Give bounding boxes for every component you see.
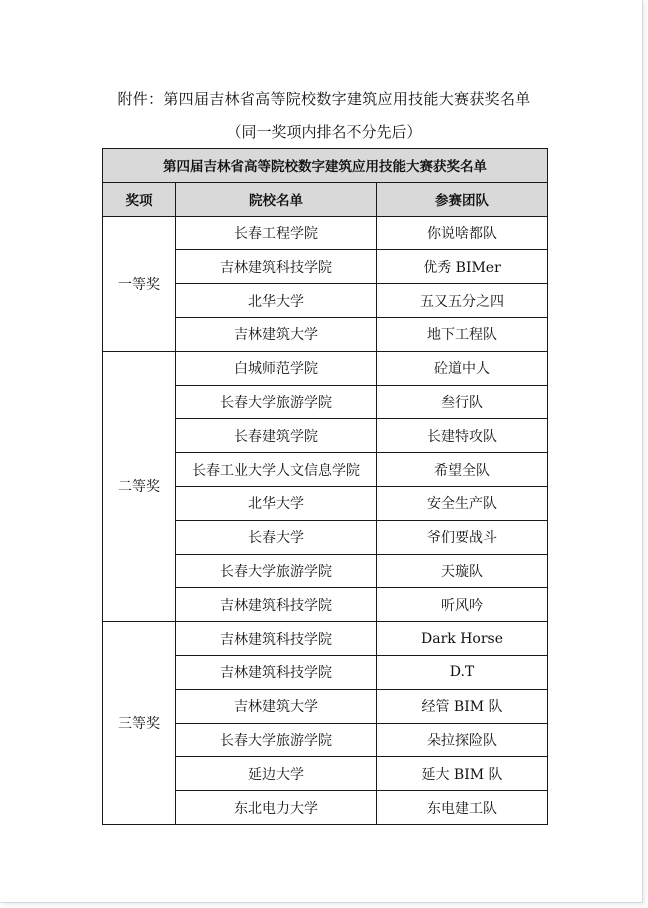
table-row — [103, 351, 548, 385]
header-school: 院校名单 — [176, 182, 377, 216]
table-row — [103, 216, 548, 250]
school-cell: 长春工程学院 — [176, 216, 377, 250]
team-cell: 安全生产队 — [377, 486, 548, 520]
team-cell: 经管 BIM 队 — [377, 689, 548, 723]
table-row — [103, 622, 548, 656]
school-cell: 长春大学旅游学院 — [176, 554, 377, 588]
team-cell: 听风吟 — [377, 588, 548, 622]
header-team: 参赛团队 — [377, 182, 548, 216]
team-cell: 朵拉探险队 — [377, 723, 548, 757]
document-title: 附件：第四届吉林省高等院校数字建筑应用技能大赛获奖名单 — [117, 90, 531, 108]
table-header-row — [103, 182, 548, 216]
school-cell: 长春大学旅游学院 — [176, 723, 377, 757]
school-cell: 延边大学 — [176, 757, 377, 791]
team-cell: 你说啥都队 — [377, 216, 548, 250]
document-subtitle: （同一奖项内排名不分先后） — [226, 123, 422, 141]
team-cell: 长建特攻队 — [377, 419, 548, 453]
school-cell: 吉林建筑科技学院 — [176, 588, 377, 622]
prize-cell: 一等奖 — [103, 216, 176, 351]
award-table — [102, 148, 548, 825]
school-cell: 吉林建筑科技学院 — [176, 655, 377, 689]
school-cell: 长春大学 — [176, 520, 377, 554]
prize-cell: 三等奖 — [103, 622, 176, 825]
team-cell: Dark Horse — [377, 622, 548, 656]
table-caption: 第四届吉林省高等院校数字建筑应用技能大赛获奖名单 — [103, 149, 548, 183]
team-cell: 延大 BIM 队 — [377, 757, 548, 791]
team-cell: 爷们要战斗 — [377, 520, 548, 554]
school-cell: 吉林建筑大学 — [176, 317, 377, 351]
team-cell: 地下工程队 — [377, 317, 548, 351]
team-cell: 优秀 BIMer — [377, 250, 548, 284]
school-cell: 长春工业大学人文信息学院 — [176, 453, 377, 487]
school-cell: 吉林建筑科技学院 — [176, 250, 377, 284]
team-cell: 五又五分之四 — [377, 284, 548, 318]
school-cell: 北华大学 — [176, 486, 377, 520]
team-cell: D.T — [377, 655, 548, 689]
school-cell: 长春大学旅游学院 — [176, 385, 377, 419]
school-cell: 东北电力大学 — [176, 791, 377, 825]
prize-cell: 二等奖 — [103, 351, 176, 621]
team-cell: 希望全队 — [377, 453, 548, 487]
school-cell: 长春建筑学院 — [176, 419, 377, 453]
team-cell: 砼道中人 — [377, 351, 548, 385]
table-caption-row — [103, 149, 548, 183]
school-cell: 北华大学 — [176, 284, 377, 318]
team-cell: 东电建工队 — [377, 791, 548, 825]
school-cell: 白城师范学院 — [176, 351, 377, 385]
school-cell: 吉林建筑大学 — [176, 689, 377, 723]
team-cell: 叁行队 — [377, 385, 548, 419]
header-prize: 奖项 — [103, 182, 176, 216]
team-cell: 天璇队 — [377, 554, 548, 588]
school-cell: 吉林建筑科技学院 — [176, 622, 377, 656]
